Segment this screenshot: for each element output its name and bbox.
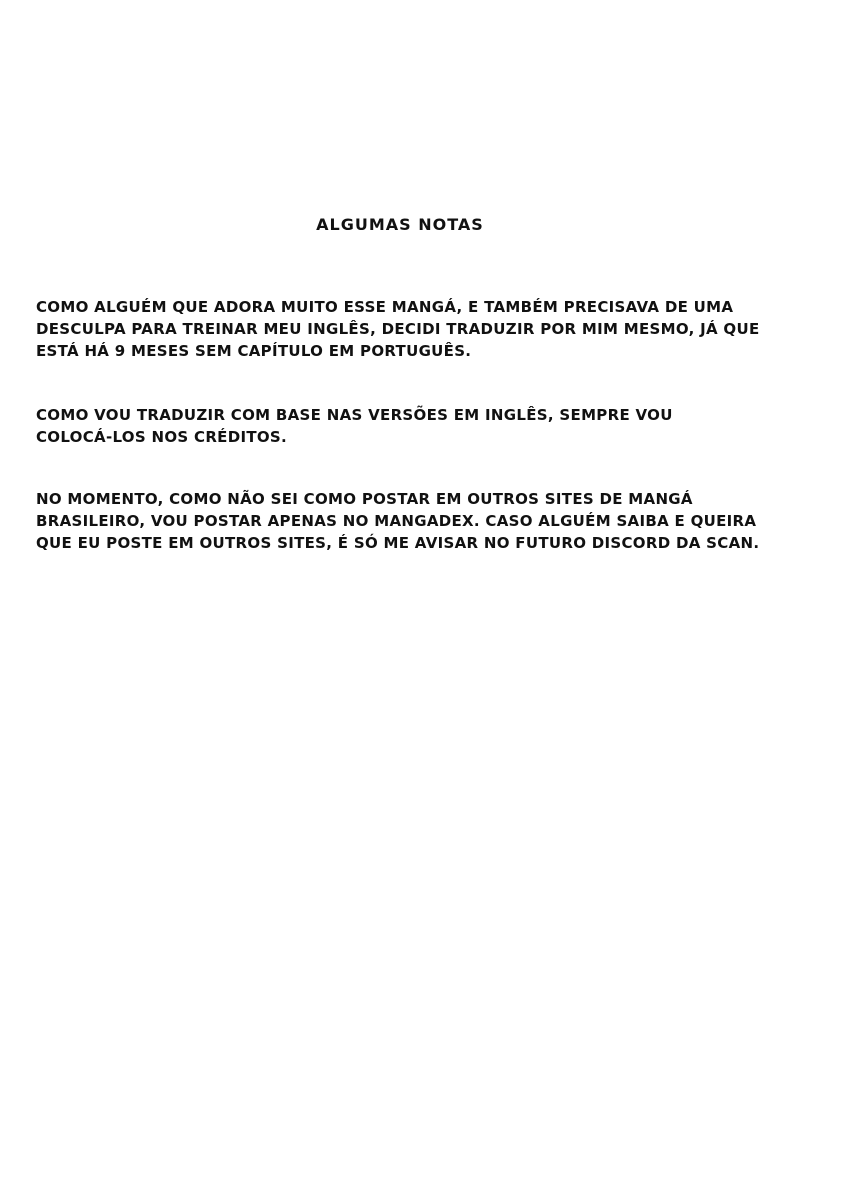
note-line: ESTÁ HÁ 9 MESES SEM CAPÍTULO EM PORTUGUÊS. <box>36 342 472 360</box>
note-line: DESCULPA PARA TREINAR MEU INGLÊS, DECIDI TRADUZIR POR MIM MESMO, JÁ QUE <box>36 320 760 338</box>
note-paragraph-1 <box>36 296 826 362</box>
note-line: BRASILEIRO, VOU POSTAR APENAS NO MANGADEX. CASO ALGUÉM SAIBA E QUEIRA <box>36 512 757 530</box>
page-title: ALGUMAS NOTAS <box>316 215 484 234</box>
note-line: COLOCÁ-LOS NOS CRÉDITOS. <box>36 428 288 446</box>
note-paragraph-2 <box>36 404 826 448</box>
note-line: COMO VOU TRADUZIR COM BASE NAS VERSÕES EM INGLÊS, SEMPRE VOU <box>36 406 673 424</box>
note-line: COMO ALGUÉM QUE ADORA MUITO ESSE MANGÁ, E TAMBÉM PRECISAVA DE UMA <box>36 298 734 316</box>
note-line: NO MOMENTO, COMO NÃO SEI COMO POSTAR EM OUTROS SITES DE MANGÁ <box>36 490 693 508</box>
note-paragraph-3 <box>36 488 826 554</box>
note-line: QUE EU POSTE EM OUTROS SITES, É SÓ ME AVISAR NO FUTURO DISCORD DA SCAN. <box>36 534 760 552</box>
